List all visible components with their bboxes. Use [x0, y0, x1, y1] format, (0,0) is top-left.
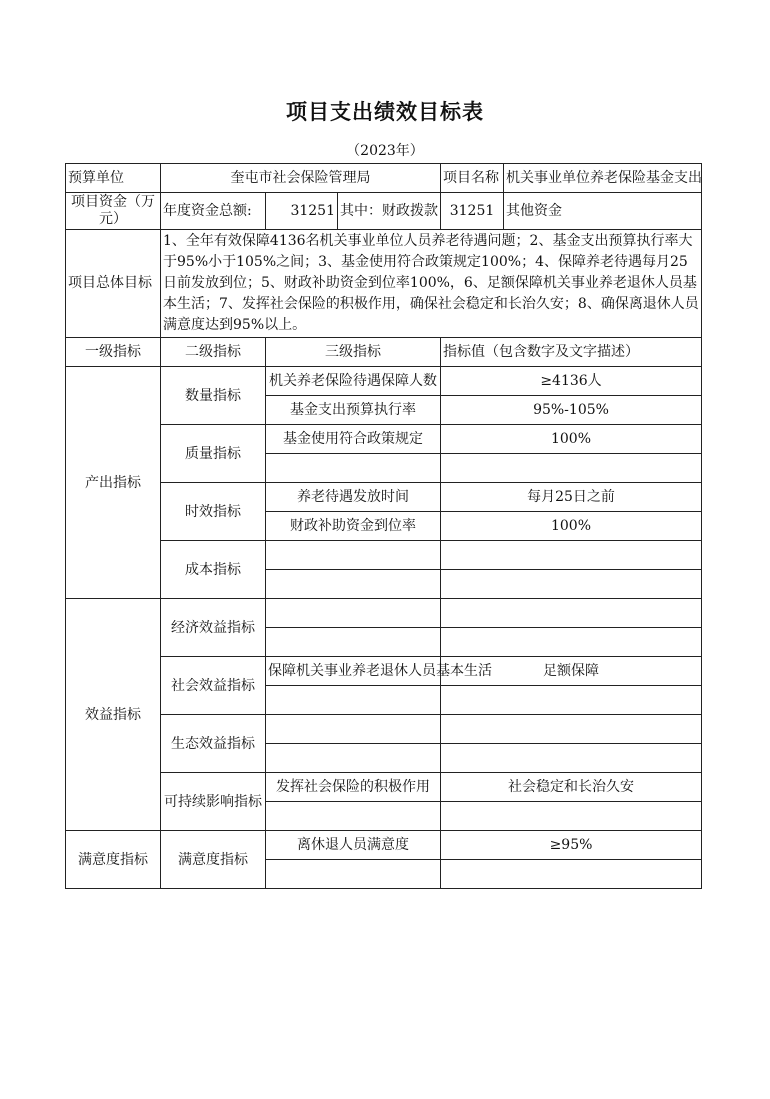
document-year: （2023年） [346, 143, 424, 159]
satisfaction-indicator: 满意度指标 [66, 831, 161, 889]
overall-goal-label: 项目总体目标 [66, 230, 161, 338]
quantity-indicator: 数量指标 [161, 367, 266, 425]
fiscal-allocation-value: 31251 [441, 193, 504, 230]
empty-cell [266, 570, 441, 599]
sustainable-indicator: 可持续影响指标 [161, 773, 266, 831]
s1-value: 足额保障 [441, 657, 702, 686]
empty-cell [266, 802, 441, 831]
su1-name: 发挥社会保险的积极作用 [266, 773, 441, 802]
q1-value: ≥4136人 [441, 367, 702, 396]
quality-indicator: 质量指标 [161, 425, 266, 483]
ecological-indicator: 生态效益指标 [161, 715, 266, 773]
budget-unit-value: 奎屯市社会保险管理局 [161, 164, 441, 193]
column-header-level2: 二级指标 [161, 338, 266, 367]
empty-cell [441, 860, 702, 889]
other-funds-label: 其他资金 [504, 193, 702, 230]
empty-cell [266, 744, 441, 773]
budget-unit-label: 预算单位 [66, 164, 161, 193]
q2-name: 基金支出预算执行率 [266, 396, 441, 425]
empty-cell [441, 570, 702, 599]
empty-cell [441, 802, 702, 831]
sa1-value: ≥95% [441, 831, 702, 860]
project-name-label: 项目名称 [441, 164, 504, 193]
t2-name: 财政补助资金到位率 [266, 512, 441, 541]
t1-name: 养老待遇发放时间 [266, 483, 441, 512]
q2-value: 95%-105% [441, 396, 702, 425]
empty-cell [266, 715, 441, 744]
document-title: 项目支出绩效目标表 [286, 100, 484, 124]
q1-name: 机关养老保险待遇保障人数 [266, 367, 441, 396]
benefit-indicator: 效益指标 [66, 599, 161, 831]
t2-value: 100% [441, 512, 702, 541]
fiscal-allocation-label: 其中：财政拨款 [338, 193, 441, 230]
empty-cell [441, 599, 702, 628]
su1-value: 社会稳定和长治久安 [441, 773, 702, 802]
social-indicator: 社会效益指标 [161, 657, 266, 715]
empty-cell [266, 541, 441, 570]
empty-cell [266, 686, 441, 715]
empty-cell [441, 541, 702, 570]
column-header-value: 指标值（包含数字及文字描述） [441, 338, 702, 367]
column-header-level1: 一级指标 [66, 338, 161, 367]
column-header-level3: 三级指标 [266, 338, 441, 367]
empty-cell [441, 686, 702, 715]
t1-value: 每月25日之前 [441, 483, 702, 512]
sa1-name: 离休退人员满意度 [266, 831, 441, 860]
ql1-value: 100% [441, 425, 702, 454]
project-funds-label: 项目资金（万元） [66, 193, 161, 230]
cost-indicator: 成本指标 [161, 541, 266, 599]
empty-cell [441, 715, 702, 744]
overall-goal-text: 1、全年有效保障4136名机关事业单位人员养老待遇问题；2、基金支出预算执行率大于95%小于105%之间；3、基金使用符合政策规定100%；4、保障养老待遇每月25日前发放到位；5、财政补助资金到位率100%，6、足额保障机关事业养老退休人员基本生活；7、发挥社会保险的积极作用，确保社会稳定和长治久安；8、确保离退休人员满意度达到95%以上。 [161, 230, 702, 338]
s1-name: 保障机关事业养老退休人员基本生活 [266, 657, 441, 686]
output-indicator: 产出指标 [66, 367, 161, 599]
performance-target-table [65, 163, 702, 889]
empty-cell [266, 599, 441, 628]
timeliness-indicator: 时效指标 [161, 483, 266, 541]
annual-total-value: 31251 [266, 193, 338, 230]
ql1-name: 基金使用符合政策规定 [266, 425, 441, 454]
empty-cell [441, 744, 702, 773]
empty-cell [441, 628, 702, 657]
economic-indicator: 经济效益指标 [161, 599, 266, 657]
satisfaction-level2-indicator: 满意度指标 [161, 831, 266, 889]
annual-total-label: 年度资金总额: [161, 193, 266, 230]
empty-cell [266, 628, 441, 657]
project-name-value: 机关事业单位养老保险基金支出 [504, 164, 702, 193]
empty-cell [266, 454, 441, 483]
empty-cell [266, 860, 441, 889]
empty-cell [441, 454, 702, 483]
